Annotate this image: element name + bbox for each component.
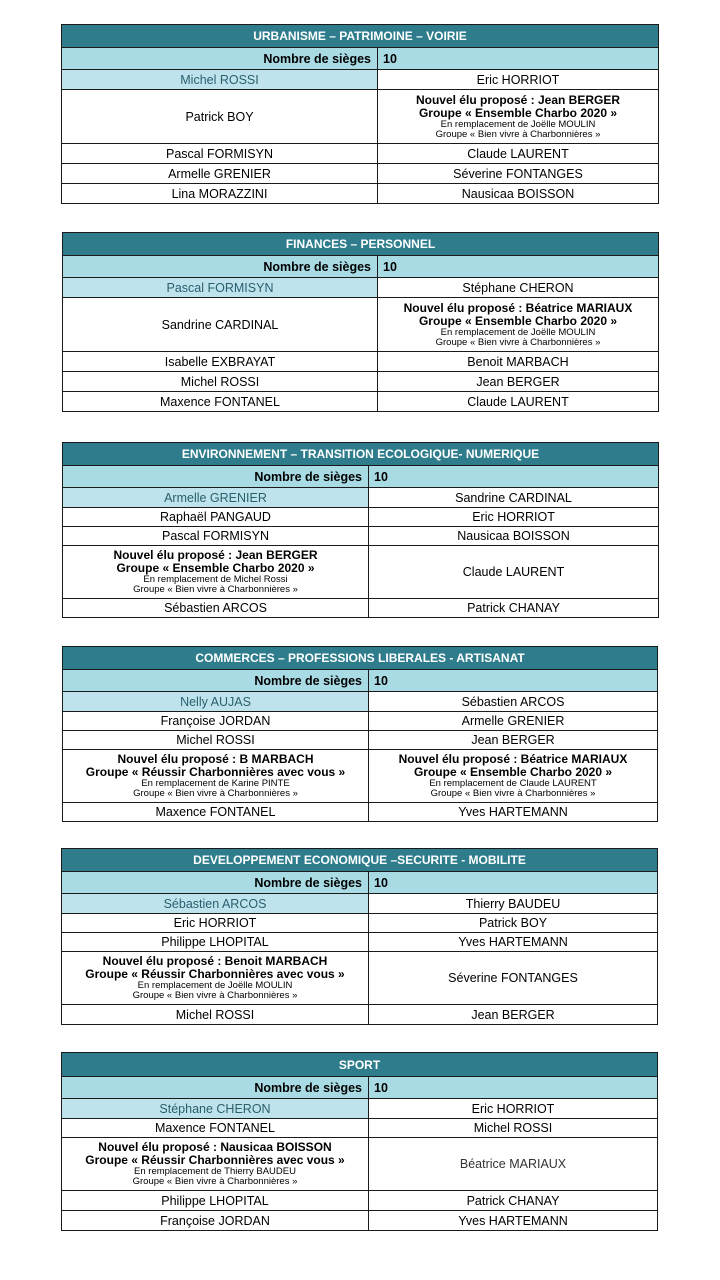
proposal-cell bbox=[62, 952, 369, 1005]
proposal-group: Groupe « Ensemble Charbo 2020 » bbox=[116, 561, 315, 575]
proposal-replacement: En remplacement de Claude LAURENT bbox=[429, 778, 597, 789]
member-cell: Eric HORRIOT bbox=[378, 70, 659, 90]
member-cell: Béatrice MARIAUX bbox=[369, 1138, 658, 1191]
proposal-replacement: En remplacement de Joëlle MOULIN bbox=[137, 980, 293, 991]
seats-label: Nombre de sièges bbox=[63, 670, 369, 692]
seats-value: 10 bbox=[378, 256, 659, 278]
proposal-title: Nouvel élu proposé : Jean BERGER bbox=[415, 92, 621, 107]
commission-table-commerces bbox=[62, 646, 658, 822]
proposal-replacement-group: Groupe « Bien vivre à Charbonnières » bbox=[435, 128, 601, 140]
member-cell: Patrick CHANAY bbox=[369, 599, 659, 618]
seats-value: 10 bbox=[369, 872, 658, 894]
commission-title: SPORT bbox=[62, 1053, 658, 1077]
proposal-replacement: En remplacement de Joëlle MOULIN bbox=[440, 326, 596, 338]
member-cell: Lina MORAZZINI bbox=[62, 184, 378, 204]
proposal-cell bbox=[378, 298, 659, 352]
member-cell: Michel ROSSI bbox=[63, 372, 378, 392]
proposal-group: Groupe « Ensemble Charbo 2020 » bbox=[413, 765, 613, 779]
member-cell: Françoise JORDAN bbox=[63, 712, 369, 731]
member-cell: Claude LAURENT bbox=[378, 144, 659, 164]
president-cell: Stéphane CHERON bbox=[62, 1099, 369, 1119]
member-cell: Claude LAURENT bbox=[369, 546, 659, 599]
member-cell: Maxence FONTANEL bbox=[62, 1119, 369, 1138]
proposal-replacement-group: Groupe « Bien vivre à Charbonnières » bbox=[435, 336, 601, 348]
proposal-title: Nouvel élu proposé : Benoit MARBACH bbox=[102, 954, 328, 968]
commission-title: COMMERCES – PROFESSIONS LIBERALES - ARTISANAT bbox=[63, 647, 658, 670]
member-cell: Sandrine CARDINAL bbox=[369, 488, 659, 508]
president-cell: Michel ROSSI bbox=[62, 70, 378, 90]
proposal-replacement: En remplacement de Joëlle MOULIN bbox=[440, 118, 596, 130]
proposal-title: Nouvel élu proposé : Nausicaa BOISSON bbox=[98, 1140, 332, 1154]
proposal-replacement-group: Groupe « Bien vivre à Charbonnières » bbox=[133, 584, 298, 595]
commission-table-sport bbox=[61, 1052, 658, 1231]
commission-table-environnement bbox=[62, 442, 659, 618]
member-cell: Armelle GRENIER bbox=[62, 164, 378, 184]
proposal-group: Groupe « Réussir Charbonnières avec vous » bbox=[85, 1153, 345, 1167]
commission-table-developpement bbox=[61, 848, 658, 1025]
member-cell: Michel ROSSI bbox=[63, 731, 369, 750]
seats-label: Nombre de sièges bbox=[62, 1077, 369, 1099]
proposal-replacement: En remplacement de Michel Rossi bbox=[143, 574, 288, 585]
president-cell: Pascal FORMISYN bbox=[63, 278, 378, 298]
commission-title: FINANCES – PERSONNEL bbox=[63, 233, 659, 256]
member-cell: Michel ROSSI bbox=[369, 1119, 658, 1138]
proposal-title: Nouvel élu proposé : Béatrice MARIAUX bbox=[403, 300, 633, 315]
president-cell: Armelle GRENIER bbox=[63, 488, 369, 508]
proposal-group: Groupe « Ensemble Charbo 2020 » bbox=[418, 105, 618, 120]
proposal-replacement: En remplacement de Karine PINTE bbox=[141, 778, 290, 789]
proposal-title: Nouvel élu proposé : Béatrice MARIAUX bbox=[398, 752, 628, 766]
member-cell: Patrick BOY bbox=[369, 914, 658, 933]
member-cell: Séverine FONTANGES bbox=[369, 952, 658, 1005]
president-cell: Nelly AUJAS bbox=[63, 692, 369, 712]
member-cell: Armelle GRENIER bbox=[369, 712, 658, 731]
member-cell: Raphaël PANGAUD bbox=[63, 508, 369, 527]
member-cell: Sandrine CARDINAL bbox=[63, 298, 378, 352]
proposal-replacement-group: Groupe « Bien vivre à Charbonnières » bbox=[430, 788, 596, 799]
member-cell: Jean BERGER bbox=[369, 731, 658, 750]
member-cell: Nausicaa BOISSON bbox=[369, 527, 659, 546]
seats-label: Nombre de sièges bbox=[63, 256, 378, 278]
proposal-title: Nouvel élu proposé : B MARBACH bbox=[117, 752, 314, 766]
commission-title: ENVIRONNEMENT – TRANSITION ECOLOGIQUE- NUMERIQUE bbox=[63, 443, 659, 466]
member-cell: Pascal FORMISYN bbox=[62, 144, 378, 164]
proposal-cell bbox=[63, 546, 369, 599]
proposal-group: Groupe « Ensemble Charbo 2020 » bbox=[418, 313, 618, 328]
proposal-cell bbox=[369, 750, 658, 803]
member-cell: Michel ROSSI bbox=[62, 1005, 369, 1025]
member-cell: Benoit MARBACH bbox=[378, 352, 659, 372]
member-cell: Jean BERGER bbox=[369, 1005, 658, 1025]
member-cell: Thierry BAUDEU bbox=[369, 894, 658, 914]
proposal-cell bbox=[62, 1138, 369, 1191]
seats-value: 10 bbox=[369, 466, 659, 488]
member-cell: Maxence FONTANEL bbox=[63, 803, 369, 822]
president-cell: Sébastien ARCOS bbox=[62, 894, 369, 914]
member-cell: Eric HORRIOT bbox=[369, 508, 659, 527]
member-cell: Françoise JORDAN bbox=[62, 1211, 369, 1231]
member-cell: Yves HARTEMANN bbox=[369, 1211, 658, 1231]
member-cell: Stéphane CHERON bbox=[378, 278, 659, 298]
member-cell: Isabelle EXBRAYAT bbox=[63, 352, 378, 372]
member-cell: Yves HARTEMANN bbox=[369, 803, 658, 822]
seats-value: 10 bbox=[378, 48, 659, 70]
proposal-cell bbox=[378, 90, 659, 144]
member-cell: Sébastien ARCOS bbox=[369, 692, 658, 712]
proposal-group: Groupe « Réussir Charbonnières avec vous » bbox=[85, 967, 345, 981]
member-cell: Yves HARTEMANN bbox=[369, 933, 658, 952]
proposal-replacement-group: Groupe « Bien vivre à Charbonnières » bbox=[132, 990, 298, 1001]
member-cell: Jean BERGER bbox=[378, 372, 659, 392]
proposal-replacement-group: Groupe « Bien vivre à Charbonnières » bbox=[132, 1176, 298, 1187]
proposal-cell bbox=[63, 750, 369, 803]
member-cell: Philippe LHOPITAL bbox=[62, 1191, 369, 1211]
commission-table-finances bbox=[62, 232, 659, 412]
proposal-title: Nouvel élu proposé : Jean BERGER bbox=[113, 548, 318, 562]
member-cell: Patrick CHANAY bbox=[369, 1191, 658, 1211]
member-cell: Eric HORRIOT bbox=[369, 1099, 658, 1119]
commission-title: URBANISME – PATRIMOINE – VOIRIE bbox=[62, 25, 659, 48]
member-cell: Eric HORRIOT bbox=[62, 914, 369, 933]
member-cell: Pascal FORMISYN bbox=[63, 527, 369, 546]
member-cell: Philippe LHOPITAL bbox=[62, 933, 369, 952]
seats-value: 10 bbox=[369, 670, 658, 692]
member-cell: Séverine FONTANGES bbox=[378, 164, 659, 184]
commission-title: DEVELOPPEMENT ECONOMIQUE –SECURITE - MOBILITE bbox=[62, 849, 658, 872]
proposal-replacement-group: Groupe « Bien vivre à Charbonnières » bbox=[133, 788, 298, 799]
member-cell: Patrick BOY bbox=[62, 90, 378, 144]
seats-value: 10 bbox=[369, 1077, 658, 1099]
member-cell: Nausicaa BOISSON bbox=[378, 184, 659, 204]
seats-label: Nombre de sièges bbox=[63, 466, 369, 488]
member-cell: Claude LAURENT bbox=[378, 392, 659, 412]
proposal-replacement: En remplacement de Thierry BAUDEU bbox=[134, 1166, 296, 1177]
seats-label: Nombre de sièges bbox=[62, 872, 369, 894]
member-cell: Sébastien ARCOS bbox=[63, 599, 369, 618]
proposal-group: Groupe « Réussir Charbonnières avec vous » bbox=[85, 765, 346, 779]
seats-label: Nombre de sièges bbox=[62, 48, 378, 70]
member-cell: Maxence FONTANEL bbox=[63, 392, 378, 412]
commission-table-urbanisme bbox=[61, 24, 659, 204]
